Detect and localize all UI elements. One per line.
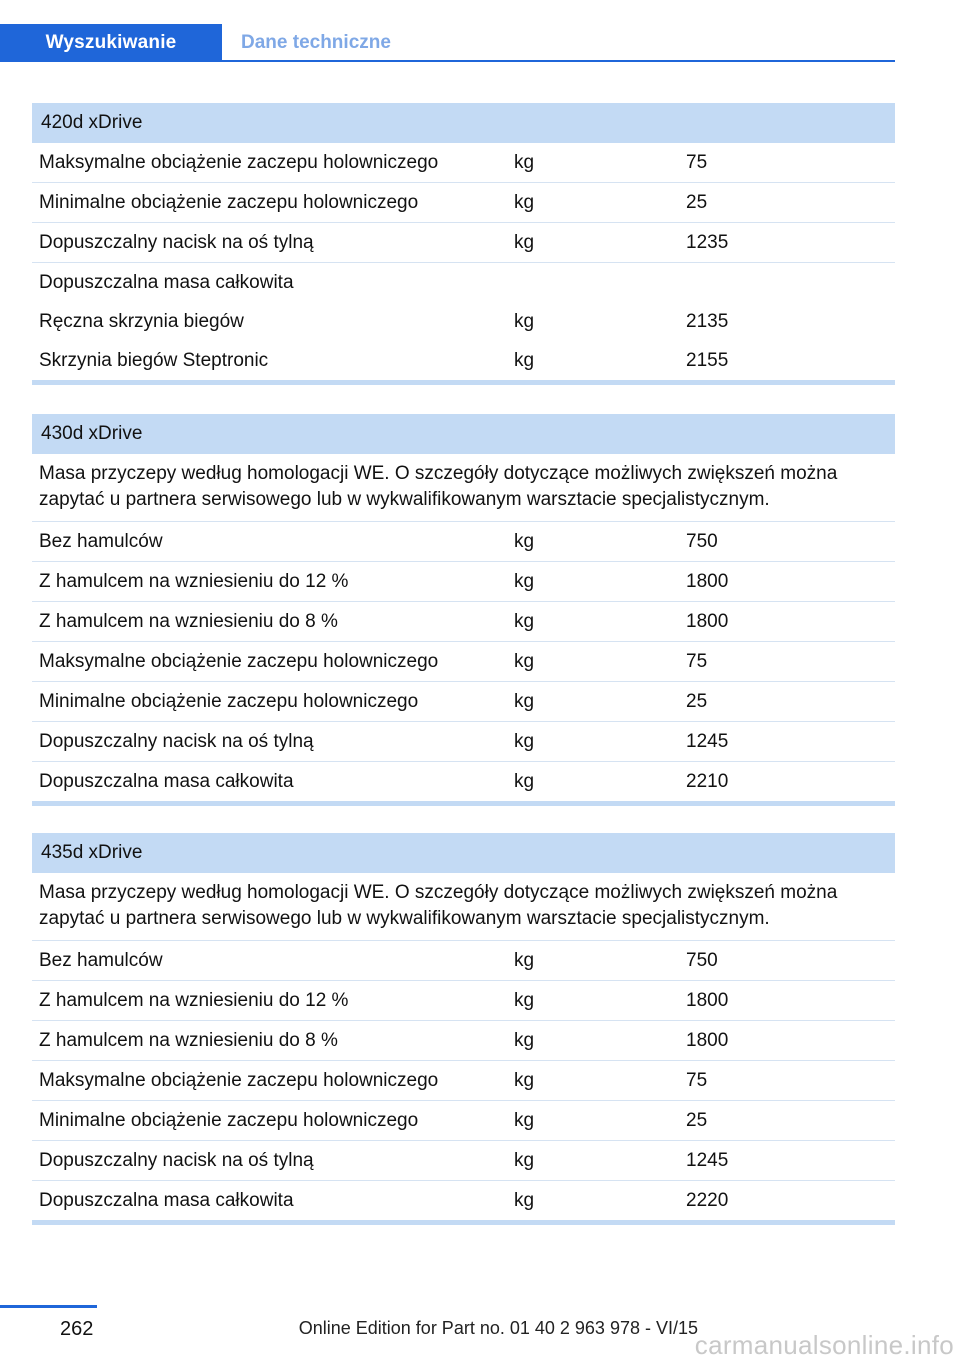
row-value: 2155 xyxy=(686,349,729,371)
section-header: 435d xDrive xyxy=(32,833,895,873)
table-row xyxy=(32,1141,895,1181)
section-header: 430d xDrive xyxy=(32,414,895,454)
row-unit: kg xyxy=(514,650,535,672)
row-label: Bez hamulców xyxy=(39,949,163,971)
row-unit: kg xyxy=(514,349,535,371)
table-row xyxy=(32,562,895,602)
row-value: 750 xyxy=(686,949,718,971)
table-row xyxy=(32,642,895,682)
row-value: 75 xyxy=(686,1069,708,1091)
row-value: 75 xyxy=(686,650,708,672)
table-end-bar xyxy=(32,801,895,806)
row-label: Dopuszczalna masa całkowita xyxy=(39,770,294,792)
row-label: Dopuszczalny nacisk na oś tylną xyxy=(39,730,314,752)
row-unit: kg xyxy=(514,530,535,552)
table-row xyxy=(32,722,895,762)
row-label: Minimalne obciążenie zaczepu holowniczego xyxy=(39,1109,419,1131)
row-value: 1245 xyxy=(686,1149,729,1171)
row-label: Z hamulcem na wzniesieniu do 8 % xyxy=(39,610,338,632)
row-label: Dopuszczalna masa całkowita xyxy=(39,1189,294,1211)
row-unit: kg xyxy=(514,690,535,712)
table-row xyxy=(32,223,895,263)
row-label: Bez hamulców xyxy=(39,530,163,552)
row-value: 1800 xyxy=(686,989,729,1011)
section-note: Masa przyczepy według homologacji WE. O szczegóły dotyczące możliwych zwiększeń można zapytać u partnera serwisowego lub w wykwalifikowanym warsztacie specjalistycznym. xyxy=(32,454,895,522)
table-row xyxy=(32,1061,895,1101)
table-row xyxy=(32,981,895,1021)
row-unit: kg xyxy=(514,310,535,332)
row-value: 1800 xyxy=(686,1029,729,1051)
table-end-bar xyxy=(32,1220,895,1225)
table-row xyxy=(32,263,895,302)
row-unit: kg xyxy=(514,949,535,971)
table-row xyxy=(32,682,895,722)
row-value: 2210 xyxy=(686,770,729,792)
spec-table-435d xyxy=(32,833,895,1225)
row-value: 750 xyxy=(686,530,718,552)
table-row xyxy=(32,341,895,380)
row-label: Maksymalne obciążenie zaczepu holowniczego xyxy=(39,650,439,672)
table-row xyxy=(32,1181,895,1220)
row-label: Z hamulcem na wzniesieniu do 12 % xyxy=(39,989,349,1011)
row-value: 1800 xyxy=(686,610,729,632)
table-end-bar xyxy=(32,380,895,385)
row-value: 25 xyxy=(686,191,708,213)
row-label: Minimalne obciążenie zaczepu holowniczego xyxy=(39,690,419,712)
tab-dane-techniczne[interactable]: Dane techniczne xyxy=(241,32,391,53)
row-label: Dopuszczalny nacisk na oś tylną xyxy=(39,231,314,253)
site-watermark: carmanualsonline.info xyxy=(694,1330,954,1360)
nav-underline xyxy=(0,60,895,62)
row-label: Z hamulcem na wzniesieniu do 12 % xyxy=(39,570,349,592)
row-unit: kg xyxy=(514,610,535,632)
table-row xyxy=(32,143,895,183)
row-label: Dopuszczalna masa całkowita xyxy=(39,271,294,293)
row-value: 2135 xyxy=(686,310,729,332)
row-label: Ręczna skrzynia biegów xyxy=(39,310,244,332)
row-value: 75 xyxy=(686,151,708,173)
row-label: Maksymalne obciążenie zaczepu holowniczego xyxy=(39,1069,439,1091)
table-row xyxy=(32,302,895,341)
row-label: Z hamulcem na wzniesieniu do 8 % xyxy=(39,1029,338,1051)
row-unit: kg xyxy=(514,770,535,792)
top-navigation xyxy=(0,24,895,62)
row-unit: kg xyxy=(514,730,535,752)
row-value: 1235 xyxy=(686,231,729,253)
page-number: 262 xyxy=(60,1318,94,1340)
row-unit: kg xyxy=(514,989,535,1011)
row-label: Minimalne obciążenie zaczepu holowniczego xyxy=(39,191,419,213)
table-row xyxy=(32,762,895,801)
row-value: 1800 xyxy=(686,570,729,592)
row-unit: kg xyxy=(514,1109,535,1131)
tab-wyszukiwanie[interactable]: Wyszukiwanie xyxy=(0,24,222,62)
row-label: Dopuszczalny nacisk na oś tylną xyxy=(39,1149,314,1171)
section-header: 420d xDrive xyxy=(32,103,895,143)
spec-table-420d xyxy=(32,103,895,385)
table-row xyxy=(32,941,895,981)
table-row xyxy=(32,1101,895,1141)
row-label: Skrzynia biegów Steptronic xyxy=(39,349,269,371)
row-unit: kg xyxy=(514,191,535,213)
row-unit: kg xyxy=(514,1149,535,1171)
row-value: 2220 xyxy=(686,1189,729,1211)
edition-footer: Online Edition for Part no. 01 40 2 963 978 - VI/15 xyxy=(298,1318,698,1338)
table-row xyxy=(32,1021,895,1061)
row-unit: kg xyxy=(514,1029,535,1051)
table-row xyxy=(32,602,895,642)
page-number-rule xyxy=(0,1305,97,1308)
spec-table-430d xyxy=(32,414,895,806)
row-unit: kg xyxy=(514,1069,535,1091)
row-value: 25 xyxy=(686,1109,708,1131)
row-unit: kg xyxy=(514,570,535,592)
row-unit: kg xyxy=(514,1189,535,1211)
row-unit: kg xyxy=(514,151,535,173)
row-value: 25 xyxy=(686,690,708,712)
table-row xyxy=(32,522,895,562)
row-unit: kg xyxy=(514,231,535,253)
row-value: 1245 xyxy=(686,730,729,752)
row-label: Maksymalne obciążenie zaczepu holowniczego xyxy=(39,151,439,173)
table-row xyxy=(32,183,895,223)
section-note: Masa przyczepy według homologacji WE. O szczegóły dotyczące możliwych zwiększeń można zapytać u partnera serwisowego lub w wykwalifikowanym warsztacie specjalistycznym. xyxy=(32,873,895,941)
